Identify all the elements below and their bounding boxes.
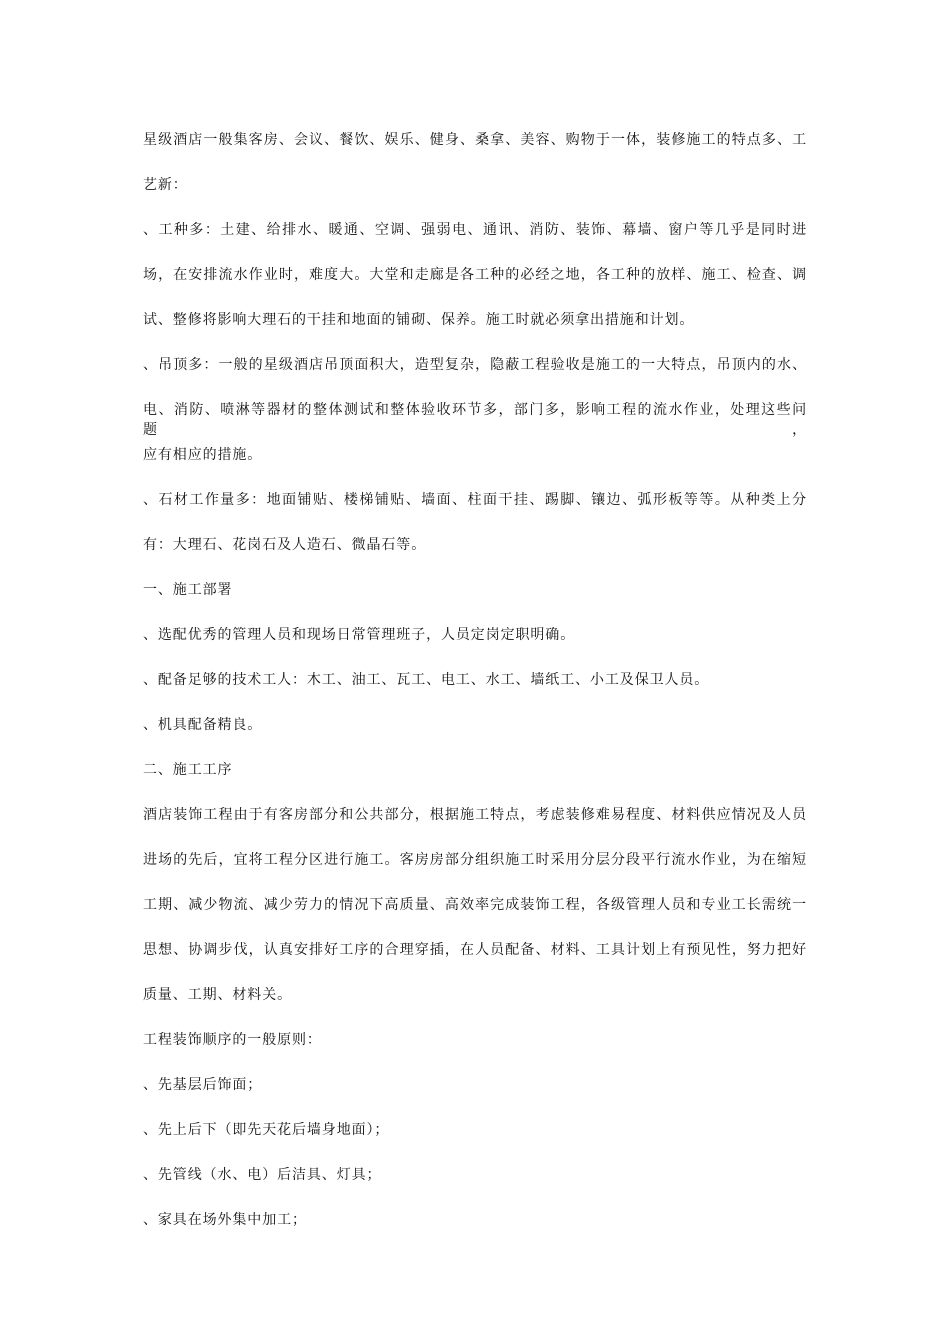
feature-2-line-3: 应有相应的措施。 xyxy=(143,447,263,463)
section-1-item-1: 、选配优秀的管理人员和现场日常管理班子，人员定岗定职明确。 xyxy=(143,627,576,643)
feature-1-line-1: 、工种多：土建、给排水、暖通、空调、强弱电、通讯、消防、装饰、幕墙、窗户等几乎是同时进 xyxy=(143,222,807,238)
intro-line-2: 艺新： xyxy=(143,177,188,193)
section-1-heading: 一、施工部署 xyxy=(143,582,233,598)
feature-1-line-2: 场，在安排流水作业时，难度大。大堂和走廊是各工种的必经之地，各工种的放样、施工、检查、调 xyxy=(143,267,807,283)
section-1-item-2: 、配备足够的技术工人：木工、油工、瓦工、电工、水工、墙纸工、小工及保卫人员。 xyxy=(143,672,710,688)
section-1-item-3: 、机具配备精良。 xyxy=(143,717,263,733)
feature-3-line-1: 、石材工作量多：地面铺贴、楼梯铺贴、墙面、柱面干挂、踢脚、镶边、弧形板等等。从种类上分 xyxy=(143,492,807,508)
section-2-paragraph-line-2: 进场的先后，宜将工程分区进行施工。客房房部分组织施工时采用分层分段平行流水作业，为在缩短 xyxy=(143,852,807,868)
principle-item-2: 、先上后下（即先天花后墙身地面）； xyxy=(143,1122,390,1138)
section-2-paragraph-line-1: 酒店装饰工程由于有客房部分和公共部分，根据施工特点，考虑装修难易程度、材料供应情况及人员 xyxy=(143,807,807,823)
section-2-paragraph-line-4: 思想、协调步伐，认真安排好工序的合理穿插，在人员配备、材料、工具计划上有预见性，努力把好 xyxy=(143,942,807,958)
feature-2-line-2: 电、消防、喷淋等器材的整体测试和整体验收环节多，部门多，影响工程的流水作业，处理这些问题， xyxy=(143,402,807,438)
principle-item-4: 、家具在场外集中加工； xyxy=(143,1212,307,1228)
principle-item-3: 、先管线（水、电）后洁具、灯具； xyxy=(143,1167,382,1183)
feature-1-line-3: 试、整修将影响大理石的干挂和地面的铺砌、保养。施工时就必须拿出措施和计划。 xyxy=(143,312,695,328)
principle-item-1: 、先基层后饰面； xyxy=(143,1077,263,1093)
feature-3-line-2: 有：大理石、花岗石及人造石、微晶石等。 xyxy=(143,537,427,553)
section-2-paragraph-line-3: 工期、减少物流、减少劳力的情况下高质量、高效率完成装饰工程，各级管理人员和专业工长需统一 xyxy=(143,897,807,913)
section-2-paragraph-line-5: 质量、工期、材料关。 xyxy=(143,987,292,1003)
section-2-heading: 二、施工工序 xyxy=(143,762,233,778)
intro-line-1: 星级酒店一般集客房、会议、餐饮、娱乐、健身、桑拿、美容、购物于一体，装修施工的特点多、工 xyxy=(143,132,807,148)
principles-heading: 工程装饰顺序的一般原则： xyxy=(143,1032,322,1048)
feature-2-line-1: 、吊顶多：一般的星级酒店吊顶面积大，造型复杂，隐蔽工程验收是施工的一大特点，吊顶内的水、 xyxy=(143,357,807,373)
